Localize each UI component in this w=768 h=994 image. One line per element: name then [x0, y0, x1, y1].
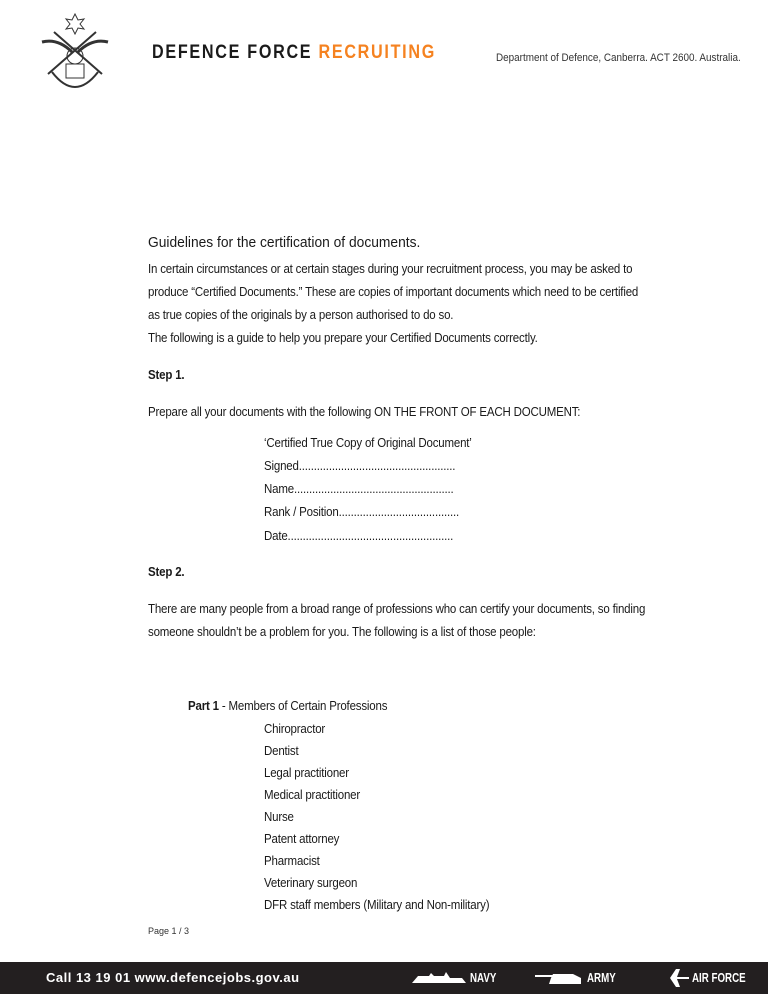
profession-item: Veterinary surgeon — [264, 876, 358, 890]
step2-heading: Step 2. — [148, 565, 185, 579]
intro-line: as true copies of the originals by a person authorised to do so. — [148, 308, 454, 322]
profession-item: Dentist — [264, 744, 299, 758]
profession-item: Legal practitioner — [264, 766, 349, 780]
defence-crest-logo — [38, 12, 112, 92]
cert-line: Rank / Position........................................ — [264, 505, 460, 519]
footer-contact: Call 13 19 01 www.defencejobs.gov.au — [46, 970, 300, 985]
step1-heading: Step 1. — [148, 368, 185, 382]
cert-line: ‘Certified True Copy of Original Document’ — [264, 436, 472, 450]
tank-icon — [535, 972, 589, 984]
ship-icon — [412, 971, 466, 985]
page-title: Guidelines for the certification of documents. — [148, 234, 421, 251]
jet-icon — [650, 968, 690, 988]
page-number: Page 1 / 3 — [148, 926, 190, 936]
footer-bar — [0, 962, 768, 994]
brand-logo — [152, 42, 436, 64]
brand-accent-text: RECRUITING — [318, 42, 436, 63]
cert-line: Name..................................................... — [264, 482, 454, 496]
intro-line: produce “Certified Documents.” These are copies of important documents which need to be certified — [148, 285, 639, 299]
intro-line: In certain circumstances or at certain stages during your recruitment process, you may be asked to — [148, 262, 633, 276]
profession-item: Medical practitioner — [264, 788, 361, 802]
brand-text: DEFENCE FORCE — [152, 42, 313, 63]
profession-item: DFR staff members (Military and Non-military) — [264, 898, 490, 912]
step2-text: someone shouldn’t be a problem for you. The following is a list of those people: — [148, 625, 536, 639]
step2-text: There are many people from a broad range of professions who can certify your documents, so finding — [148, 602, 646, 616]
cert-line: Date....................................................... — [264, 529, 454, 543]
address: Department of Defence, Canberra. ACT 2600. Australia. — [496, 52, 741, 64]
profession-item: Chiropractor — [264, 722, 326, 736]
navy-label: NAVY — [470, 970, 497, 985]
cert-line: Signed.................................................... — [264, 459, 456, 473]
intro-line: The following is a guide to help you prepare your Certified Documents correctly. — [148, 331, 538, 345]
part1-title: - Members of Certain Professions — [218, 699, 388, 713]
step1-text: Prepare all your documents with the following ON THE FRONT OF EACH DOCUMENT: — [148, 405, 581, 419]
part1-label: Part 1 — [188, 699, 219, 713]
profession-item: Pharmacist — [264, 854, 320, 868]
army-label: ARMY — [587, 970, 616, 985]
part1-heading — [188, 699, 387, 713]
profession-item: Nurse — [264, 810, 294, 824]
air-force-label: AIR FORCE — [692, 970, 746, 985]
profession-item: Patent attorney — [264, 832, 340, 846]
